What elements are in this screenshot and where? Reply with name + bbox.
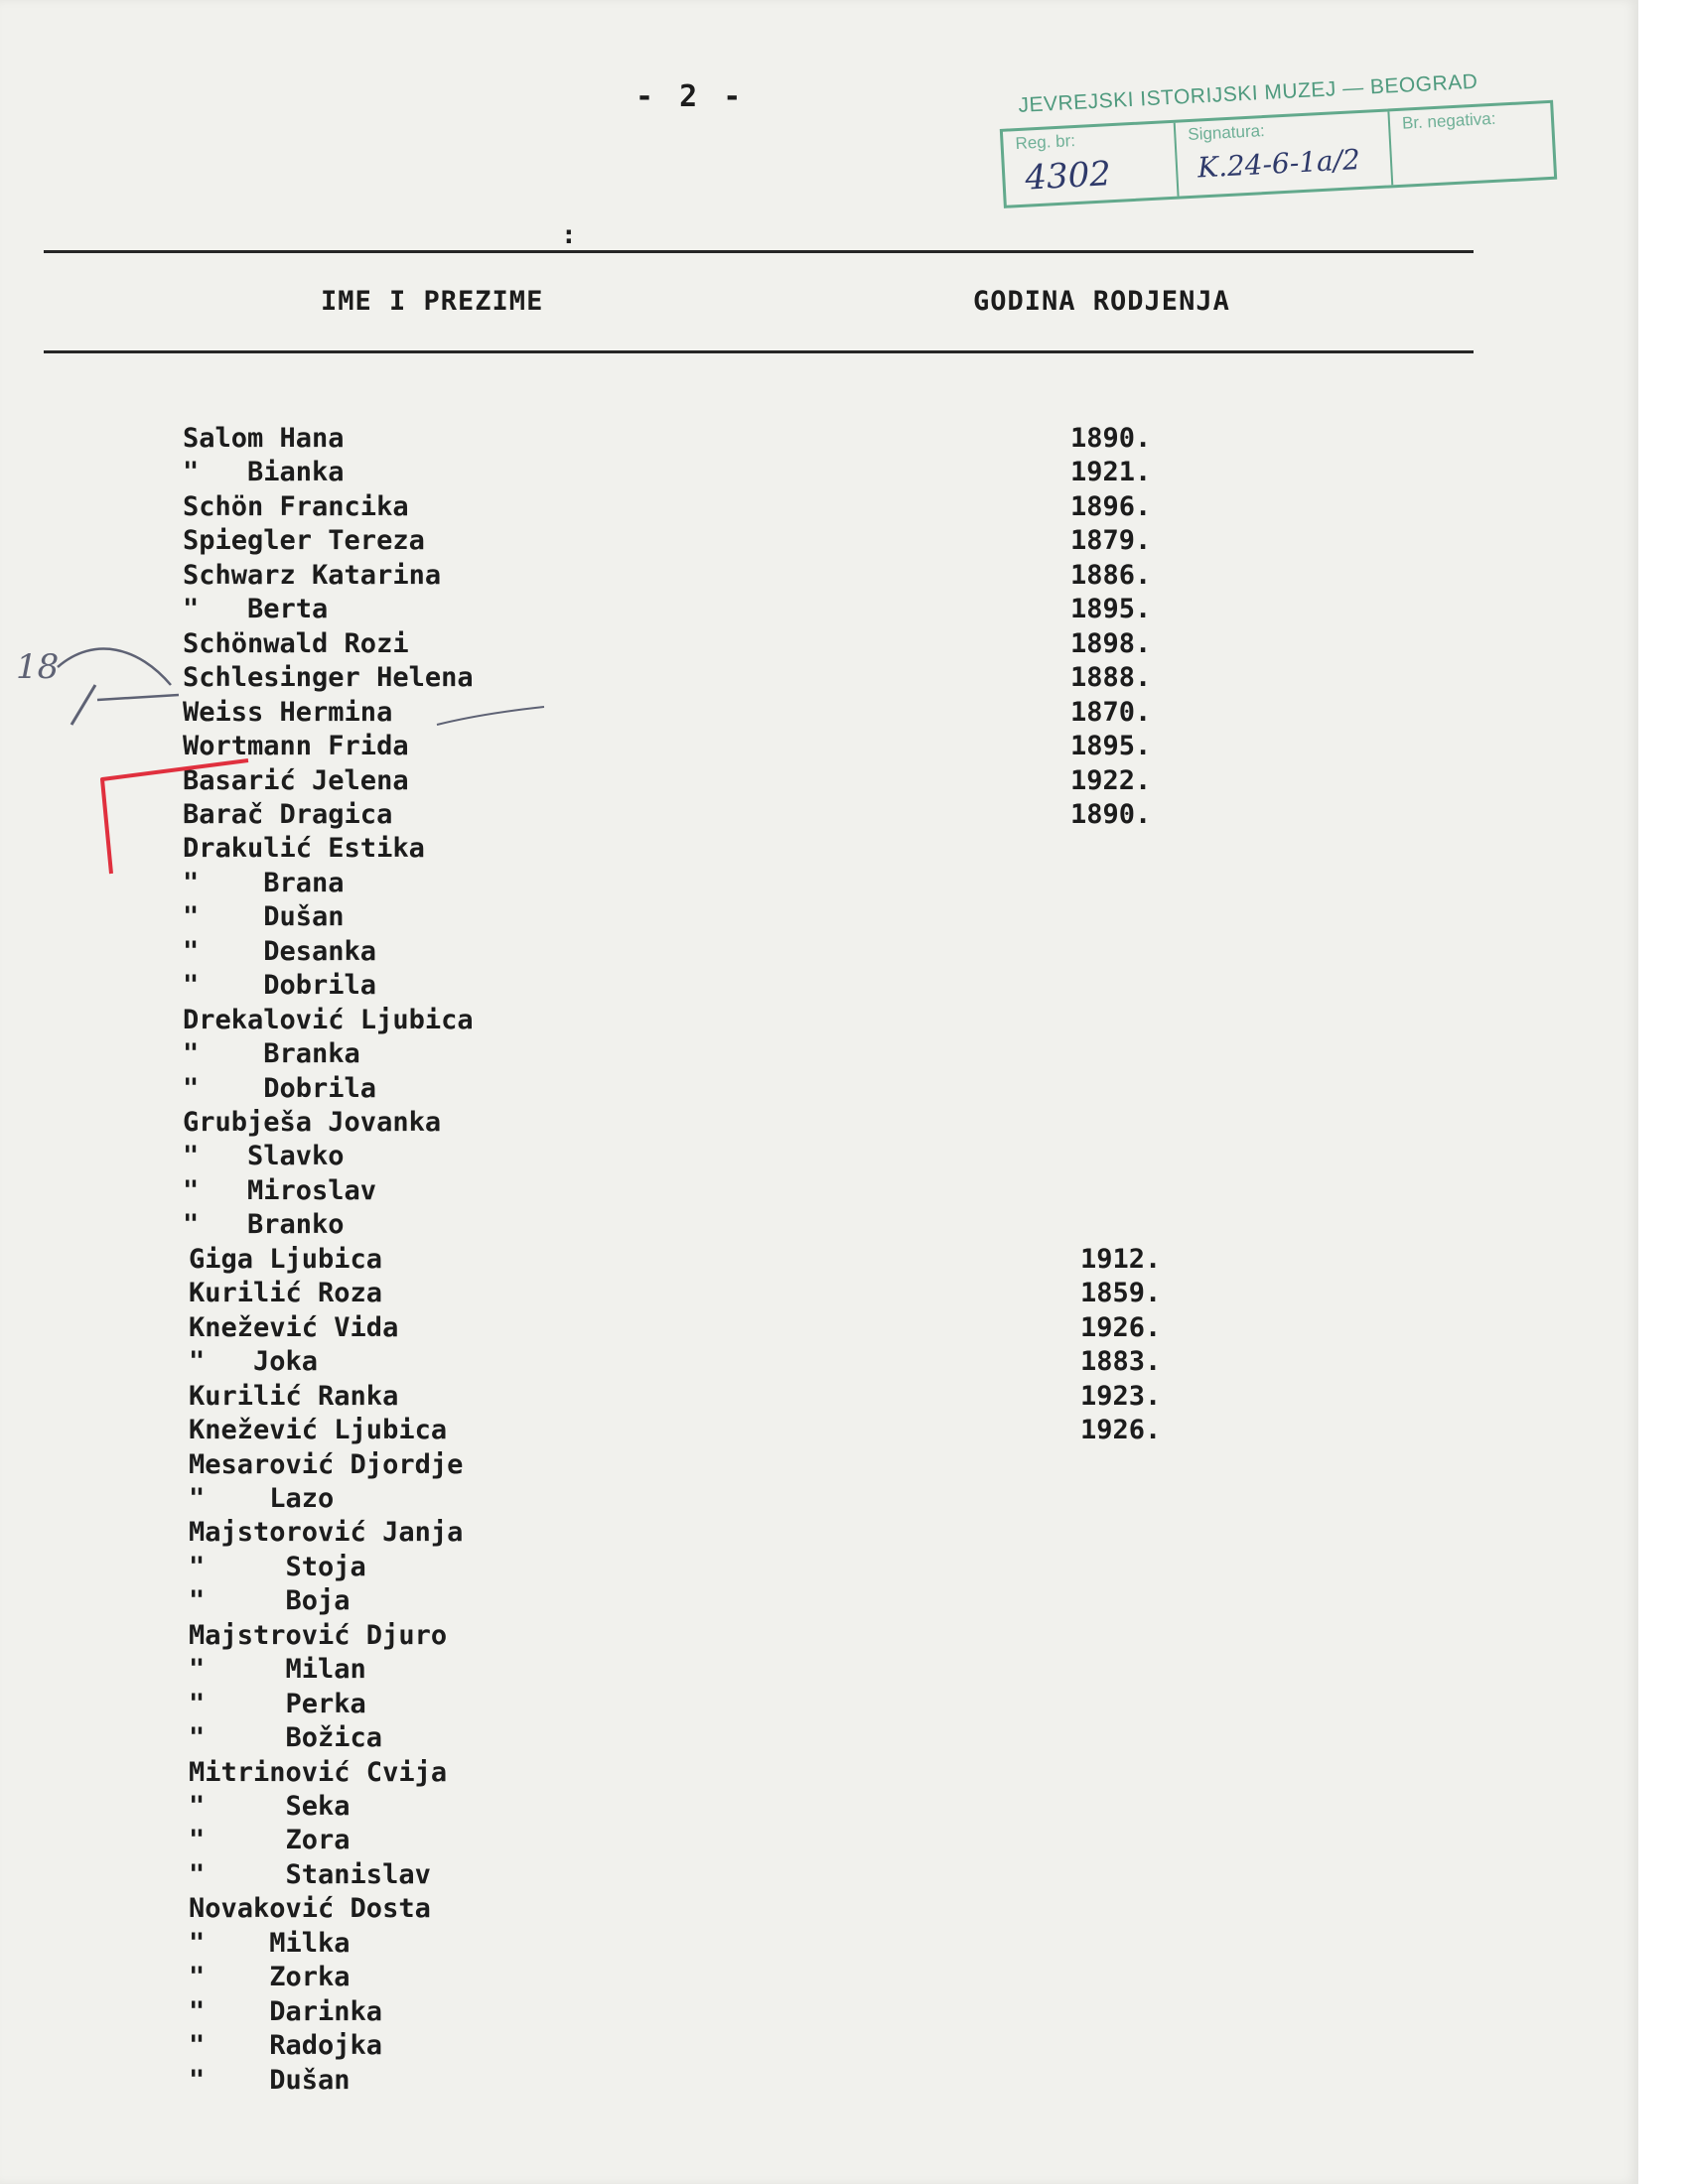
entry-year: 1922. — [1070, 765, 1152, 796]
entry-name: Kurilić Roza — [189, 1278, 383, 1308]
entry-name: " Desanka — [183, 936, 377, 967]
entry-name: " Slavko — [183, 1141, 345, 1171]
entry-name: Drakulić Estika — [183, 833, 425, 864]
entry-name: " Radojka — [189, 2030, 383, 2061]
entry-name: Giga Ljubica — [189, 1244, 383, 1275]
entry-name: Spiegler Tereza — [183, 525, 425, 556]
pencil-arrow-curve — [58, 649, 171, 685]
entry-year: 1923. — [1080, 1381, 1162, 1412]
entry-name: Knežević Vida — [189, 1312, 399, 1343]
entry-year: 1859. — [1080, 1278, 1162, 1308]
entry-name: " Božica — [189, 1722, 383, 1753]
entry-name: " Stoja — [189, 1552, 366, 1582]
stamp-reg-label: Reg. br: — [1015, 130, 1076, 154]
entry-name: " Joka — [189, 1346, 319, 1377]
entry-name: " Dušan — [189, 2065, 351, 2096]
entry-name: Majstrović Djuro — [189, 1620, 448, 1651]
entry-name: Novaković Dosta — [189, 1893, 431, 1924]
entry-year: 1898. — [1070, 628, 1152, 659]
entry-year: 1896. — [1070, 491, 1152, 522]
stamp-signatura-label: Signatura: — [1187, 120, 1266, 145]
entry-name: Majstorović Janja — [189, 1517, 464, 1548]
entry-name: " Branka — [183, 1038, 360, 1069]
entry-name: Knežević Ljubica — [189, 1415, 448, 1445]
stamp-signatura-value: K.24-6-1a/2 — [1196, 143, 1361, 185]
header-colon: : — [561, 220, 577, 250]
entry-name: Salom Hana — [183, 423, 345, 454]
entry-name: " Dušan — [183, 901, 345, 932]
entry-year: 1926. — [1080, 1415, 1162, 1445]
scan-edge — [1638, 0, 1688, 2184]
page-number: - 2 - — [635, 79, 746, 114]
entry-name: " Branko — [183, 1209, 345, 1240]
entry-name: Schlesinger Helena — [183, 662, 474, 693]
entry-year: 1912. — [1080, 1244, 1162, 1275]
pencil-underline — [437, 707, 544, 725]
entry-name: Grubješa Jovanka — [183, 1107, 442, 1138]
entry-name: " Zorka — [189, 1962, 351, 1992]
stamp-title: JEVREJSKI ISTORIJSKI MUZEJ — BEOGRAD — [1017, 69, 1478, 117]
entry-name: " Milka — [189, 1928, 351, 1959]
entry-name: " Miroslav — [183, 1175, 377, 1206]
entry-name: Barač Dragica — [183, 799, 393, 830]
pencil-one-stroke — [71, 685, 95, 725]
entry-name: " Seka — [189, 1791, 351, 1822]
entry-name: " Bianka — [183, 457, 345, 487]
entry-name: " Lazo — [189, 1483, 335, 1514]
entry-name: Kurilić Ranka — [189, 1381, 399, 1412]
entry-name: " Darinka — [189, 1996, 383, 2027]
entry-name: Drekalović Ljubica — [183, 1005, 474, 1035]
entry-name: " Berta — [183, 594, 329, 624]
entry-name: " Boja — [189, 1585, 351, 1616]
entry-name: Schön Francika — [183, 491, 409, 522]
entry-year: 1879. — [1070, 525, 1152, 556]
pencil-arrow-line — [97, 695, 179, 700]
entry-year: 1870. — [1070, 697, 1152, 728]
entry-year: 1926. — [1080, 1312, 1162, 1343]
entry-year: 1890. — [1070, 799, 1152, 830]
entry-name: Schönwald Rozi — [183, 628, 409, 659]
entry-year: 1895. — [1070, 594, 1152, 624]
entry-name: " Dobrila — [183, 970, 377, 1001]
entry-name: " Stanislav — [189, 1859, 431, 1890]
entry-year: 1886. — [1070, 560, 1152, 591]
stamp-reg-value: 4302 — [1024, 154, 1112, 199]
entry-name: " Brana — [183, 868, 345, 898]
column-header-year: GODINA RODJENJA — [973, 286, 1230, 317]
entry-name: " Perka — [189, 1689, 366, 1719]
entry-name: Mesarović Djordje — [189, 1449, 464, 1480]
margin-handwritten-number: 18 — [16, 647, 60, 687]
entry-year: 1888. — [1070, 662, 1152, 693]
entry-year: 1890. — [1070, 423, 1152, 454]
entry-year: 1895. — [1070, 731, 1152, 761]
entry-name: " Zora — [189, 1825, 351, 1855]
entry-name: Weiss Hermina — [183, 697, 393, 728]
column-header-name: IME I PREZIME — [321, 286, 544, 317]
entry-name: " Milan — [189, 1654, 366, 1685]
entry-name: " Dobrila — [183, 1073, 377, 1104]
entry-year: 1921. — [1070, 457, 1152, 487]
red-bracket — [102, 760, 248, 874]
entry-name: Basarić Jelena — [183, 765, 409, 796]
entry-name: Mitrinović Cvija — [189, 1757, 448, 1788]
stamp-negativ-label: Br. negativa: — [1401, 108, 1496, 133]
entry-name: Schwarz Katarina — [183, 560, 442, 591]
entry-year: 1883. — [1080, 1346, 1162, 1377]
entry-name: Wortmann Frida — [183, 731, 409, 761]
